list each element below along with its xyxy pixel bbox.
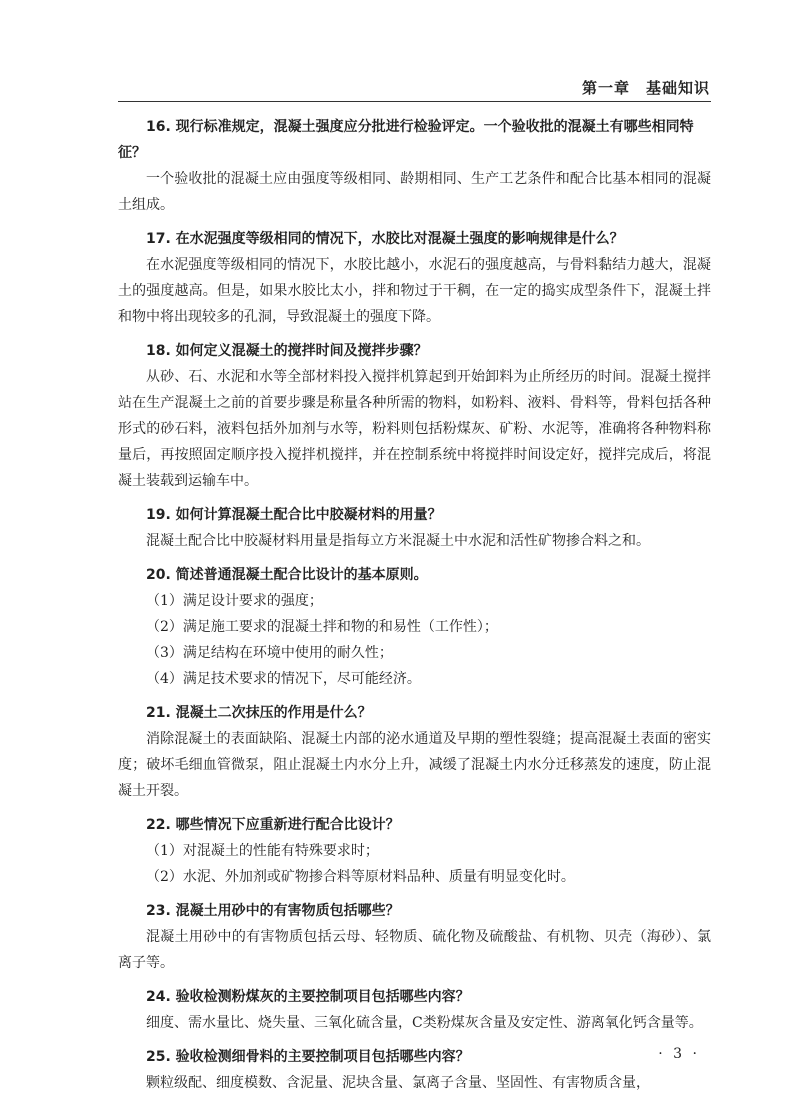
answer-block [118, 838, 711, 890]
answer-block [118, 588, 711, 692]
answer-paragraph: 在水泥强度等级相同的情况下，水胶比越小，水泥石的强度越高，与骨料黏结力越大，混凝土的强度越高。但是，如果水胶比太小，拌和物过于干稠，在一定的捣实成型条件下，混凝土拌和物中将出现较多的孔洞，导致混凝土的强度下降。 [118, 257, 711, 325]
question-heading: 19. 如何计算混凝土配合比中胶凝材料的用量？ [146, 507, 442, 523]
page-number: · 3 · [658, 1046, 700, 1062]
question-heading: 18. 如何定义混凝土的搅拌时间及搅拌步骤？ [146, 343, 428, 359]
answer-paragraph: （4）满足技术要求的情况下，尽可能经济。 [146, 671, 421, 687]
qa-content [118, 114, 711, 1104]
question-heading: 24. 验收检测粉煤灰的主要控制项目包括哪些内容？ [146, 989, 470, 1005]
question-heading: 20. 简述普通混凝土配合比设计的基本原则。 [146, 567, 428, 583]
question-heading: 16. 现行标准规定，混凝土强度应分批进行检验评定。一个验收批的混凝土有哪些相同特征？ [118, 119, 694, 161]
header-divider [118, 101, 711, 102]
answer-paragraph: （1）对混凝土的性能有特殊要求时； [146, 843, 379, 859]
answer-paragraph: （2）水泥、外加剂或矿物掺合料等原材料品种、质量有明显变化时。 [146, 869, 575, 885]
chapter-title: 第一章 基础知识 [581, 79, 710, 97]
answer-paragraph: 混凝土用砂中的有害物质包括云母、轻物质、硫化物及硫酸盐、有机物、贝壳（海砂）、氯离子等。 [118, 929, 711, 971]
answer-block [118, 1070, 711, 1096]
answer-block [118, 924, 711, 976]
question-heading: 17. 在水泥强度等级相同的情况下，水胶比对混凝土强度的影响规律是什么？ [146, 231, 624, 247]
answer-block [118, 726, 711, 804]
answer-block [118, 364, 711, 494]
answer-paragraph: （2）满足施工要求的混凝土拌和物的和易性（工作性）； [146, 619, 498, 635]
answer-paragraph: （3）满足结构在环境中使用的耐久性； [146, 645, 393, 661]
answer-block [118, 528, 711, 554]
answer-paragraph: 消除混凝土的表面缺陷、混凝土内部的泌水通道及早期的塑性裂缝；提高混凝土表面的密实度；破坏毛细血管微泵，阻止混凝土内水分上升，减缓了混凝土内水分迁移蒸发的速度，防止混凝土开裂。 [118, 731, 711, 799]
answer-paragraph: 混凝土配合比中胶凝材料用量是指每立方米混凝土中水泥和活性矿物掺合料之和。 [146, 533, 650, 549]
answer-block [118, 1010, 711, 1036]
question-heading: 22. 哪些情况下应重新进行配合比设计？ [146, 817, 400, 833]
question-heading: 21. 混凝土二次抹压的作用是什么？ [146, 705, 372, 721]
answer-paragraph: 颗粒级配、细度模数、含泥量、泥块含量、氯离子含量、坚固性、有害物质含量， [146, 1075, 650, 1091]
answer-block [118, 166, 711, 218]
answer-block [118, 252, 711, 330]
question-heading: 23. 混凝土用砂中的有害物质包括哪些？ [146, 903, 400, 919]
question-heading: 25. 验收检测细骨料的主要控制项目包括哪些内容？ [146, 1049, 470, 1065]
answer-paragraph: 从砂、石、水泥和水等全部材料投入搅拌机算起到开始卸料为止所经历的时间。混凝土搅拌站在生产混凝土之前的首要步骤是称量各种所需的物料，如粉料、液料、骨料等，骨料包括各种形式的砂石料，液料包括外加剂与水等，粉料则包括粉煤灰、矿粉、水泥等，准确将各种物料称量后，再按照固定顺序投入搅拌机搅拌，并在控制系统中将搅拌时间设定好，搅拌完成后，将混凝土装载到运输车中。 [118, 369, 711, 489]
answer-paragraph: （1）满足设计要求的强度； [146, 593, 323, 609]
answer-paragraph: 细度、需水量比、烧失量、三氧化硫含量，C类粉煤灰含量及安定性、游离氧化钙含量等。 [146, 1015, 703, 1031]
answer-paragraph: 一个验收批的混凝土应由强度等级相同、龄期相同、生产工艺条件和配合比基本相同的混凝土组成。 [118, 171, 711, 213]
